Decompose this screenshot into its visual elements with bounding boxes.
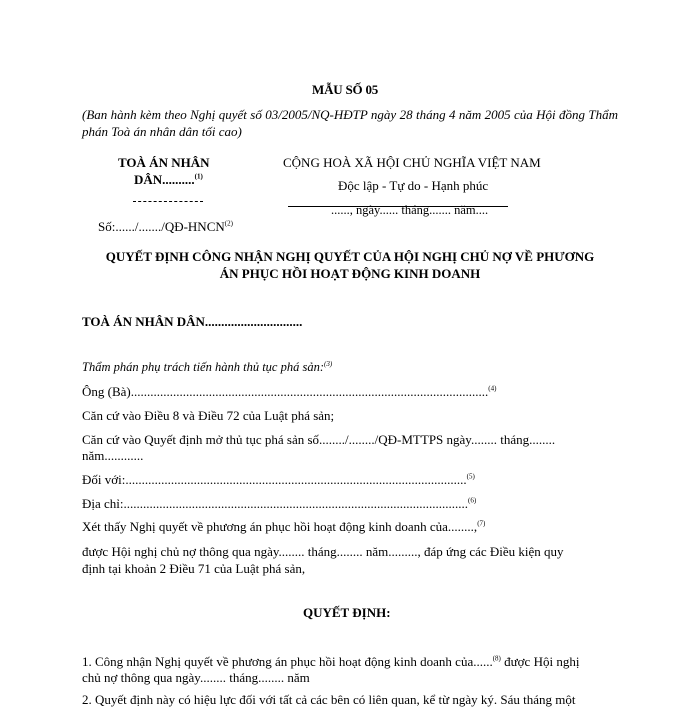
basis-opening-decision-line2: năm............: [82, 448, 144, 463]
court-underline: [133, 201, 203, 202]
national-motto: Độc lập - Tự do - Hạnh phúc: [338, 178, 489, 193]
considering-line: Xét thấy Nghị quyết về phương án phục hồi hoạt động kinh doanh của........,$^{(7)}$: [82, 519, 486, 534]
considering-cont-line1: được Hội nghị chủ nợ thông qua ngày........ tháng........ năm........., đáp ứng các Điều kiện quy: [82, 544, 564, 559]
article-1-line2: chủ nợ thông qua ngày........ tháng........ năm: [82, 670, 310, 685]
court-name-line2: DÂN..........$^{(1)}$: [134, 172, 203, 187]
court-heading: TOÀ ÁN NHÂN DÂN..............................: [82, 314, 303, 329]
national-title: CỘNG HOÀ XÃ HỘI CHỦ NGHĨA VIỆT NAM: [283, 155, 541, 170]
court-name-line1: TOÀ ÁN NHÂN: [118, 155, 210, 170]
decision-title-line2: ÁN PHỤC HỒI HOẠT ĐỘNG KINH DOANH: [219, 266, 481, 281]
considering-cont-line2: định tại khoản 2 Điều 71 của Luật phá sản,: [82, 561, 306, 576]
article-1-line1: 1. Công nhận Nghị quyết về phương án phục hồi hoạt động kinh doanh của......$^{(8)}$ được Hội nghị: [82, 654, 580, 669]
address-line: Địa chỉ:..........................................................................................................$^{(6)}$: [82, 496, 477, 511]
basis-article-8-72: Căn cứ vào Điều 8 và Điều 72 của Luật phá sản;: [82, 408, 335, 423]
issuance-note: (Ban hành kèm theo Nghị quyết số 03/2005/NQ-HĐTP ngày 28 tháng 4 năm 2005 của Hội đồng Thẩm phán Toà án nhân dân tối cao): [82, 107, 618, 139]
mr-mrs-line: Ông (Bà)..............................................................................................................$^{(4)}$: [82, 384, 497, 399]
article-2-line1: 2. Quyết định này có hiệu lực đối với tất cả các bên có liên quan, kể từ ngày ký. Sáu tháng một: [82, 692, 576, 707]
subject-line: Đối với:.........................................................................................................$^{(5)}$: [82, 472, 475, 487]
form-number: MẪU SỐ 05: [312, 82, 379, 97]
place-date: ......, ngày...... tháng....... năm....: [331, 203, 489, 217]
basis-opening-decision-line1: Căn cứ vào Quyết định mở thủ tục phá sản số......../......../QĐ-MTTPS ngày........ tháng........: [82, 432, 556, 447]
decision-number: Số:....../......./QĐ-HNCN$^{(2)}$: [98, 219, 233, 234]
decides-heading: QUYẾT ĐỊNH:: [303, 605, 391, 620]
decision-title-line1: QUYẾT ĐỊNH CÔNG NHẬN NGHỊ QUYẾT CỦA HỘI NGHỊ CHỦ NỢ VỀ PHƯƠNG: [105, 249, 595, 264]
judge-label: Thẩm phán phụ trách tiến hành thủ tục phá sản:$^{(3)}$: [82, 359, 333, 374]
